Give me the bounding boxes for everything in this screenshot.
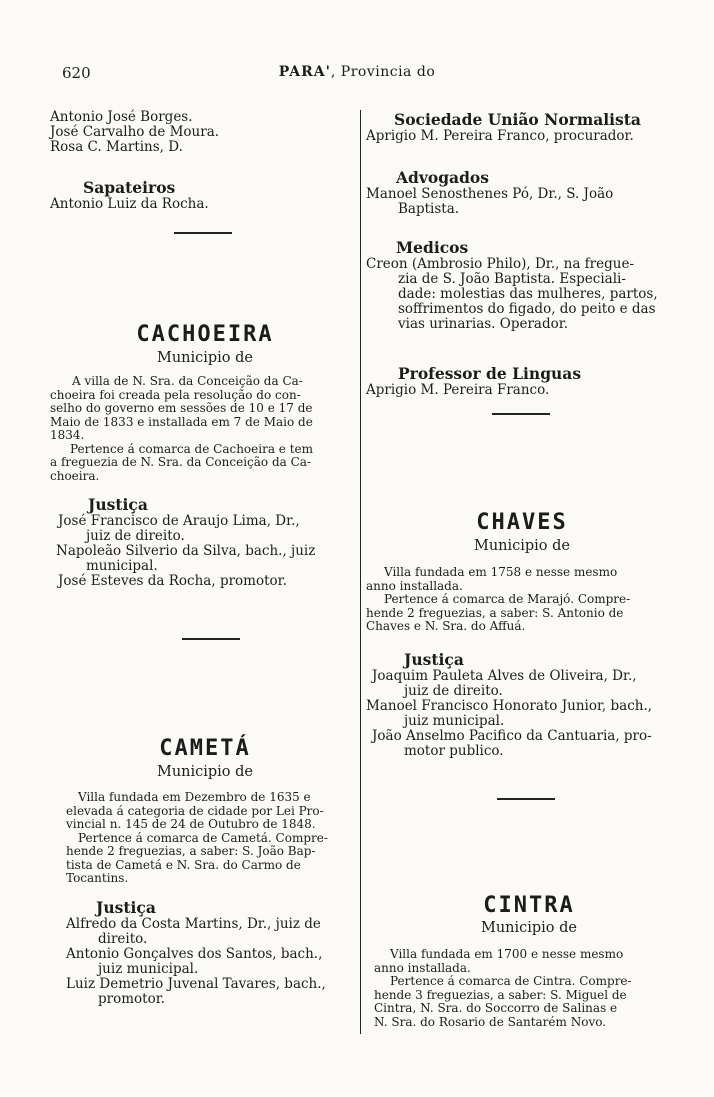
text-line: Villa fundada em 1700 e nesse mesmo bbox=[390, 947, 624, 961]
text-line: Villa fundada em 1758 e nesse mesmo bbox=[384, 565, 618, 579]
official-line: municipal. bbox=[86, 558, 158, 574]
official-line: Luiz Demetrio Juvenal Tavares, bach., bbox=[66, 975, 326, 992]
chaves-section bbox=[366, 510, 678, 759]
professor-line: Aprigio M. Pereira Franco. bbox=[366, 382, 550, 398]
advogados-heading: Advogados bbox=[396, 168, 489, 187]
official-line: juiz municipal. bbox=[98, 960, 199, 977]
sociedade-heading: Sociedade União Normalista bbox=[394, 110, 641, 129]
justica-heading: Justiça bbox=[88, 495, 148, 514]
section-rule bbox=[497, 798, 555, 800]
cintra-history bbox=[366, 948, 678, 1029]
text-line: Pertence á comarca de Cametá. Compre- bbox=[78, 830, 328, 845]
text-line: tista de Cametá e N. Sra. do Carmo de bbox=[66, 857, 301, 872]
professor-section bbox=[366, 364, 678, 398]
justica-list bbox=[366, 669, 678, 759]
advogado-line: Manoel Senosthenes Pó, Dr., S. João bbox=[366, 186, 614, 202]
sapateiros-section bbox=[50, 178, 360, 212]
chaves-history bbox=[366, 566, 678, 634]
text-line: Cintra, N. Sra. do Soccorro de Salinas e bbox=[374, 1001, 618, 1015]
cameta-history bbox=[50, 791, 360, 886]
page-number: 620 bbox=[62, 64, 91, 82]
medicos-section bbox=[366, 238, 678, 332]
running-title bbox=[0, 64, 714, 80]
cameta-section bbox=[50, 736, 360, 1007]
official-line: João Anselmo Pacifico da Cantuaria, pro- bbox=[372, 727, 652, 744]
text-line: N. Sra. do Rosario de Santarém Novo. bbox=[374, 1014, 607, 1029]
official-line: juiz de direito. bbox=[86, 528, 185, 544]
official-line: juiz de direito. bbox=[404, 682, 503, 699]
sociedade-section bbox=[366, 110, 678, 144]
text-line: Pertence á comarca de Cachoeira e tem bbox=[70, 441, 314, 456]
cachoeira-history bbox=[50, 375, 360, 483]
text-line: vincial n. 145 de 24 de Outubro de 1848. bbox=[66, 817, 316, 831]
text-line: choeira. bbox=[50, 468, 100, 483]
text-line: Pertence á comarca de Cintra. Compre- bbox=[390, 974, 632, 988]
text-line: Villa fundada em Dezembro de 1635 e bbox=[78, 790, 311, 804]
page-header bbox=[0, 64, 714, 86]
official-line: direito. bbox=[98, 930, 148, 947]
section-rule bbox=[174, 232, 232, 234]
justica-list bbox=[50, 917, 360, 1007]
advogados-section bbox=[366, 168, 678, 217]
text-line: Chaves e N. Sra. do Affuá. bbox=[366, 619, 526, 633]
running-title-province: PARA' bbox=[278, 64, 331, 80]
text-line: anno installada. bbox=[366, 578, 463, 593]
cachoeira-section bbox=[50, 322, 360, 589]
medicos-heading: Medicos bbox=[396, 238, 469, 257]
cintra-section bbox=[366, 893, 678, 1029]
official-line: promotor. bbox=[98, 990, 165, 1007]
advogado-line: Baptista. bbox=[398, 201, 460, 217]
official-line: Manoel Francisco Honorato Junior, bach., bbox=[366, 697, 653, 714]
text-line: a freguezia de N. Sra. da Conceição da Ca- bbox=[50, 455, 311, 469]
professor-heading: Professor de Linguas bbox=[398, 364, 582, 383]
official-line: Joaquim Pauleta Alves de Oliveira, Dr., bbox=[372, 667, 637, 684]
section-rule bbox=[492, 413, 550, 415]
sapateiros-heading: Sapateiros bbox=[83, 178, 176, 197]
justica-heading: Justiça bbox=[96, 897, 156, 917]
official-line: José Esteves da Rocha, promotor. bbox=[58, 573, 287, 589]
official-line: Alfredo da Costa Martins, Dr., juiz de bbox=[66, 915, 321, 932]
justica-list bbox=[50, 514, 360, 589]
text-line: Pertence á comarca de Marajó. Compre- bbox=[384, 592, 631, 606]
medico-line: Creon (Ambrosio Philo), Dr., na fregue- bbox=[366, 256, 635, 272]
medico-line: soffrimentos do figado, do peito e das bbox=[398, 301, 656, 317]
name-line: Rosa C. Martins, D. bbox=[50, 139, 183, 155]
sociedade-line: Aprigio M. Pereira Franco, procurador. bbox=[366, 128, 634, 144]
running-title-rest: , Provincia do bbox=[330, 64, 436, 80]
official-line: José Francisco de Araujo Lima, Dr., bbox=[58, 513, 300, 529]
sapateiros-name: Antonio Luiz da Rocha. bbox=[50, 196, 209, 212]
municipality-subtitle: Municipio de bbox=[480, 920, 578, 936]
medico-line: zia de S. João Baptista. Especiali- bbox=[398, 271, 626, 287]
official-line: motor publico. bbox=[404, 742, 504, 759]
justica-heading: Justiça bbox=[404, 649, 464, 669]
text-line: choeira foi creada pela resolução do con- bbox=[50, 387, 301, 402]
municipality-title: CAMETÁ bbox=[159, 736, 251, 761]
official-line: juiz municipal. bbox=[404, 712, 505, 729]
name-line: José Carvalho de Moura. bbox=[50, 124, 220, 140]
column-divider bbox=[360, 110, 361, 1034]
text-line: hende 3 freguezias, a saber: S. Miguel de bbox=[374, 987, 627, 1002]
name-line: Antonio José Borges. bbox=[50, 109, 193, 125]
medico-line: vias urinarias. Operador. bbox=[398, 316, 568, 332]
text-line: 1834. bbox=[50, 428, 85, 442]
text-line: Maio de 1833 e installada em 7 de Maio de bbox=[50, 414, 313, 429]
municipality-title: CINTRA bbox=[483, 893, 575, 918]
section-rule bbox=[182, 638, 240, 640]
medico-line: dade: molestias das mulheres, partos, bbox=[398, 286, 658, 302]
official-line: Napoleão Silverio da Silva, bach., juiz bbox=[56, 543, 316, 559]
municipality-title: CHAVES bbox=[476, 510, 568, 535]
text-line: hende 2 freguezias, a saber: S. João Bap- bbox=[66, 844, 316, 858]
text-line: elevada á categoria de cidade por Lei Pro- bbox=[66, 803, 324, 818]
text-line: selho do governo em sessões de 10 e 17 de bbox=[50, 401, 313, 415]
municipality-subtitle: Municipio de bbox=[156, 764, 254, 780]
municipality-title: CACHOEIRA bbox=[136, 322, 274, 347]
municipality-subtitle: Municipio de bbox=[156, 350, 254, 366]
text-line: hende 2 freguezias, a saber: S. Antonio de bbox=[366, 605, 624, 620]
text-line: Tocantins. bbox=[66, 871, 129, 885]
municipality-subtitle: Municipio de bbox=[473, 538, 571, 554]
text-line: anno installada. bbox=[374, 960, 471, 975]
official-line: Antonio Gonçalves dos Santos, bach., bbox=[66, 945, 323, 962]
left-top-names bbox=[50, 110, 360, 155]
text-line: A villa de N. Sra. da Conceição da Ca- bbox=[72, 374, 303, 388]
